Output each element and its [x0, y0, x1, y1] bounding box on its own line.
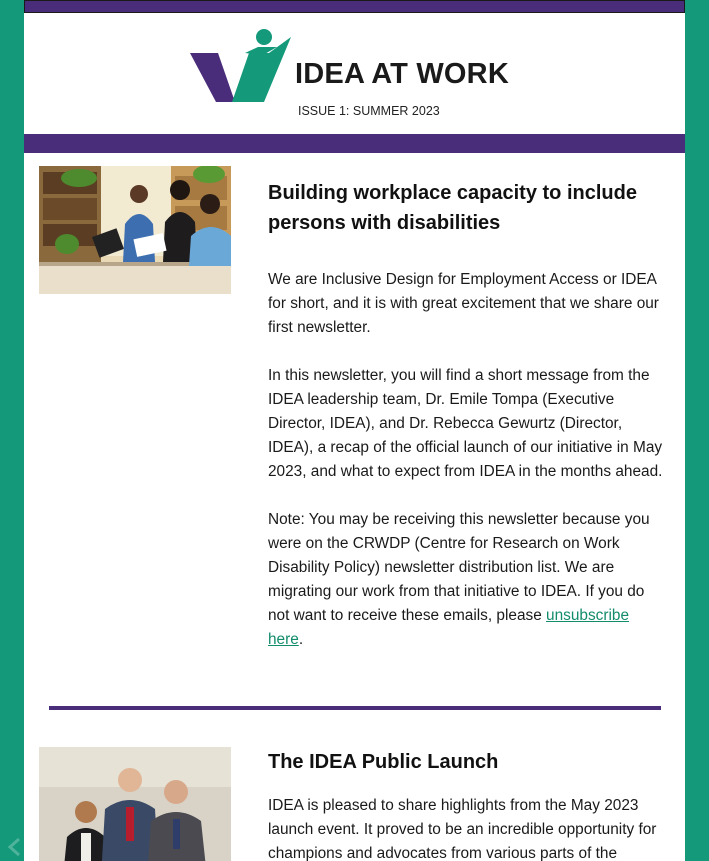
- article-paragraph: IDEA is pleased to share highlights from the May 2023 launch event. It proved to be an incredible opportunity for champions and advocates from various parts of the: [268, 797, 657, 861]
- newsletter-header: [24, 13, 685, 134]
- header-purple-band: [24, 134, 685, 153]
- note-paragraph: [268, 508, 666, 652]
- article-headline: The IDEA Public Launch: [268, 751, 499, 773]
- top-purple-bar: [24, 0, 685, 13]
- office-team-photo[interactable]: [39, 166, 231, 294]
- idea-logo-icon: [181, 25, 293, 113]
- issue-label: ISSUE 1: SUMMER 2023: [298, 104, 440, 118]
- chevron-left-icon[interactable]: [4, 836, 26, 858]
- section-divider: [49, 706, 661, 710]
- note-end: .: [298, 631, 304, 648]
- launch-event-image: [39, 747, 231, 861]
- article-text-column: [268, 747, 666, 861]
- unsubscribe-link[interactable]: unsubscribe here: [268, 607, 630, 648]
- brand-title: IDEA AT WORK: [295, 58, 509, 90]
- article-text-column: [268, 166, 666, 652]
- article-paragraph: We are Inclusive Design for Employment Access or IDEA for short, and it is with great excitement that we share our first newsletter.: [268, 271, 659, 336]
- launch-event-photo[interactable]: [39, 747, 231, 861]
- article-paragraph: In this newsletter, you will find a short message from the IDEA leadership team, Dr. Emile Tompa (Executive Director, IDEA), and Dr. Rebecca Gewurtz (Director, IDEA), a recap of the official launch of our initiative in May 2023, and what to expect from IDEA in the months ahead.: [268, 367, 663, 480]
- note-text: Note: You may be receiving this newsletter because you were on the CRWDP (Centre for Research on Work Disability Policy) newsletter distribution list. We are migrating our work from that initiative to IDEA. If you do not want to receive these emails, please: [268, 511, 650, 624]
- article-headline: Building workplace capacity to include persons with disabilities: [268, 182, 637, 234]
- newsletter-frame: [24, 0, 685, 861]
- office-team-image: [39, 166, 231, 294]
